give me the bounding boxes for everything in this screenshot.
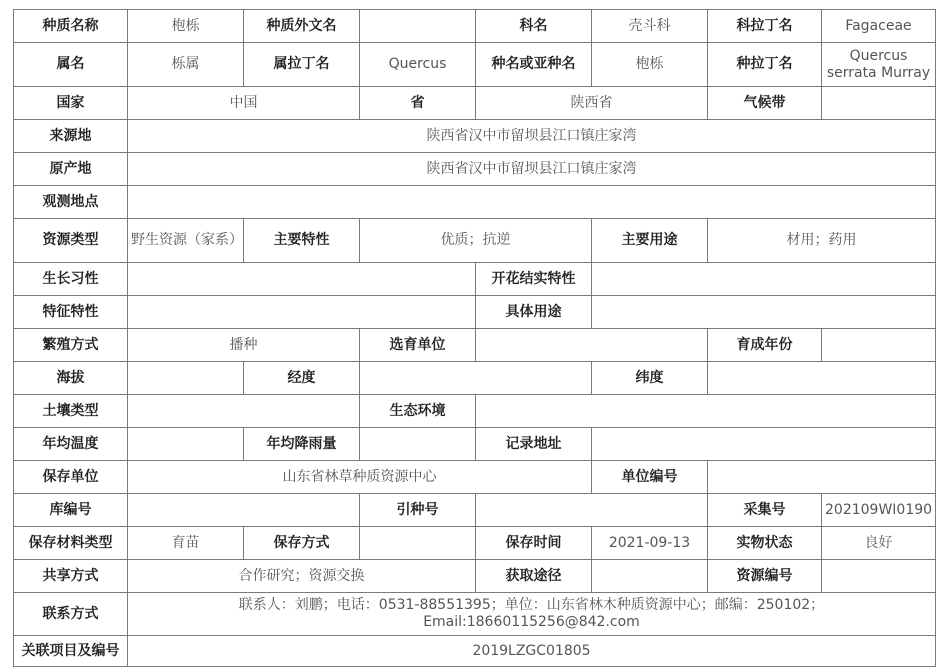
label-physical-state: 实物状态 [708, 527, 822, 560]
label-breeding-unit: 选育单位 [360, 329, 476, 362]
label-characteristics: 特征特性 [14, 296, 128, 329]
label-soil-type: 土壤类型 [14, 395, 128, 428]
value-province: 陕西省 [476, 87, 708, 120]
value-resource-type: 野生资源（家系） [128, 219, 244, 263]
value-contact [128, 593, 936, 636]
value-physical-state: 良好 [822, 527, 936, 560]
value-species-latin: Quercus serrata Murray [822, 43, 936, 87]
label-country: 国家 [14, 87, 128, 120]
value-annual-temp [128, 428, 244, 461]
table-row [14, 395, 936, 428]
label-material-type: 保存材料类型 [14, 527, 128, 560]
table-row [14, 186, 936, 219]
value-genus: 栎属 [128, 43, 244, 87]
value-origin-place: 陕西省汉中市留坝县江口镇庄家湾 [128, 153, 936, 186]
value-family-latin: Fagaceae [822, 10, 936, 43]
value-latitude [708, 362, 936, 395]
label-annual-rainfall: 年均降雨量 [244, 428, 360, 461]
value-storage-method [360, 527, 476, 560]
value-breeding-unit [476, 329, 708, 362]
value-record-address [592, 428, 936, 461]
value-unit-code [708, 461, 936, 494]
label-longitude: 经度 [244, 362, 360, 395]
table-row [14, 87, 936, 120]
label-introduction-code: 引种号 [360, 494, 476, 527]
table-row [14, 362, 936, 395]
value-introduction-code [476, 494, 708, 527]
table-row [14, 527, 936, 560]
label-main-traits: 主要特性 [244, 219, 360, 263]
value-country: 中国 [128, 87, 360, 120]
label-specific-uses: 具体用途 [476, 296, 592, 329]
value-observation-site [128, 186, 936, 219]
label-altitude: 海拔 [14, 362, 128, 395]
label-record-address: 记录地址 [476, 428, 592, 461]
value-propagation: 播种 [128, 329, 360, 362]
germplasm-info-table [13, 9, 936, 667]
value-longitude [360, 362, 592, 395]
table-row [14, 461, 936, 494]
value-storage-time: 2021-09-13 [592, 527, 708, 560]
value-sharing-method: 合作研究；资源交换 [128, 560, 476, 593]
label-acquisition: 获取途径 [476, 560, 592, 593]
value-collection-code: 202109WI0190 [822, 494, 936, 527]
label-storage-method: 保存方式 [244, 527, 360, 560]
label-storage-unit: 保存单位 [14, 461, 128, 494]
value-soil-type [128, 395, 360, 428]
label-family: 科名 [476, 10, 592, 43]
value-breeding-year [822, 329, 936, 362]
value-characteristics [128, 296, 476, 329]
label-flowering-fruiting: 开花结实特性 [476, 263, 592, 296]
value-species-or-subspecies: 枹栎 [592, 43, 708, 87]
value-species-foreign-name [360, 10, 476, 43]
label-ecological-env: 生态环境 [360, 395, 476, 428]
value-source-place: 陕西省汉中市留坝县江口镇庄家湾 [128, 120, 936, 153]
contact-email: Email:18660115256@842.com [423, 614, 640, 630]
value-climate-zone [822, 87, 936, 120]
label-species-or-subspecies: 种名或亚种名 [476, 43, 592, 87]
label-province: 省 [360, 87, 476, 120]
value-genus-latin: Quercus [360, 43, 476, 87]
label-climate-zone: 气候带 [708, 87, 822, 120]
label-origin-place: 原产地 [14, 153, 128, 186]
table-row [14, 593, 936, 636]
value-main-uses: 材用；药用 [708, 219, 936, 263]
label-unit-code: 单位编号 [592, 461, 708, 494]
value-bank-code [128, 494, 360, 527]
value-altitude [128, 362, 244, 395]
label-genus: 属名 [14, 43, 128, 87]
label-sharing-method: 共享方式 [14, 560, 128, 593]
table-row [14, 428, 936, 461]
value-resource-code [822, 560, 936, 593]
label-bank-code: 库编号 [14, 494, 128, 527]
value-growth-habit [128, 263, 476, 296]
label-species-latin: 种拉丁名 [708, 43, 822, 87]
label-resource-code: 资源编号 [708, 560, 822, 593]
value-acquisition [592, 560, 708, 593]
label-species-name: 种质名称 [14, 10, 128, 43]
value-main-traits: 优质；抗逆 [360, 219, 592, 263]
label-family-latin: 科拉丁名 [708, 10, 822, 43]
value-flowering-fruiting [592, 263, 936, 296]
table-row [14, 219, 936, 263]
value-specific-uses [592, 296, 936, 329]
value-ecological-env [476, 395, 936, 428]
value-species-name: 枹栎 [128, 10, 244, 43]
label-latitude: 纬度 [592, 362, 708, 395]
table-row [14, 329, 936, 362]
label-species-foreign-name: 种质外文名 [244, 10, 360, 43]
table-row [14, 560, 936, 593]
label-main-uses: 主要用途 [592, 219, 708, 263]
table-row [14, 120, 936, 153]
label-annual-temp: 年均温度 [14, 428, 128, 461]
table-row [14, 263, 936, 296]
label-growth-habit: 生长习性 [14, 263, 128, 296]
table-row [14, 296, 936, 329]
label-contact: 联系方式 [14, 593, 128, 636]
table-row [14, 636, 936, 667]
label-collection-code: 采集号 [708, 494, 822, 527]
table-row [14, 43, 936, 87]
label-propagation: 繁殖方式 [14, 329, 128, 362]
label-resource-type: 资源类型 [14, 219, 128, 263]
label-storage-time: 保存时间 [476, 527, 592, 560]
label-genus-latin: 属拉丁名 [244, 43, 360, 87]
table-row [14, 10, 936, 43]
value-storage-unit: 山东省林草种质资源中心 [128, 461, 592, 494]
label-source-place: 来源地 [14, 120, 128, 153]
label-related-project: 关联项目及编号 [14, 636, 128, 667]
value-annual-rainfall [360, 428, 476, 461]
label-observation-site: 观测地点 [14, 186, 128, 219]
value-related-project: 2019LZGC01805 [128, 636, 936, 667]
table-row [14, 153, 936, 186]
value-material-type: 育苗 [128, 527, 244, 560]
value-family: 壳斗科 [592, 10, 708, 43]
table-row [14, 494, 936, 527]
contact-line-1: 联系人：刘鹏；电话：0531-88551395；单位：山东省林木种质资源中心；邮编：250102； [238, 597, 825, 613]
label-breeding-year: 育成年份 [708, 329, 822, 362]
